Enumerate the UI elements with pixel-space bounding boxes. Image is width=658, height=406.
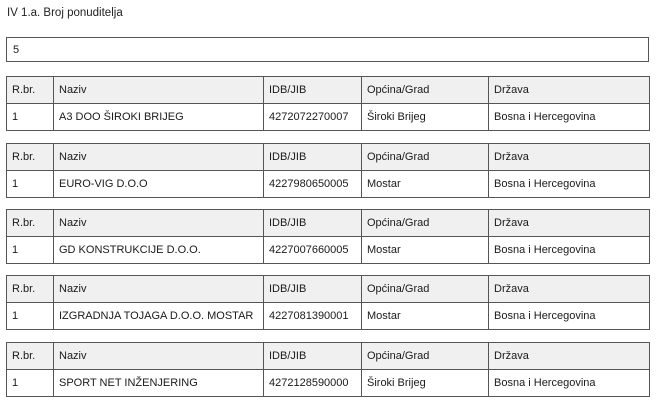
cell-naziv: EURO-VIG D.O.O [54,171,264,198]
bidder-count-value: 5 [13,44,20,56]
table-header-row [7,276,650,303]
bidder-table [6,342,650,397]
cell-opcina: Široki Brijeg [362,370,489,397]
cell-opcina: Mostar [362,171,489,198]
cell-idb: 4227007660005 [264,237,362,264]
cell-rbr: 1 [7,370,54,397]
header-naziv: Naziv [54,77,264,104]
cell-naziv: SPORT NET INŽENJERING [54,370,264,397]
cell-opcina: Mostar [362,303,489,330]
bidder-table [6,76,650,131]
header-naziv: Naziv [54,343,264,370]
section-title: IV 1.a. Broj ponuditelja [7,7,123,19]
header-rbr: R.br. [7,77,54,104]
table-row [7,237,650,264]
cell-drzava: Bosna i Hercegovina [489,104,650,131]
header-rbr: R.br. [7,144,54,171]
header-drzava: Država [489,77,650,104]
header-opcina: Općina/Grad [362,276,489,303]
header-idb: IDB/JIB [264,77,362,104]
header-opcina: Općina/Grad [362,77,489,104]
header-naziv: Naziv [54,210,264,237]
bidder-count-field [6,37,649,62]
header-idb: IDB/JIB [264,210,362,237]
table-header-row [7,210,650,237]
header-rbr: R.br. [7,210,54,237]
cell-drzava: Bosna i Hercegovina [489,370,650,397]
header-opcina: Općina/Grad [362,144,489,171]
table-header-row [7,144,650,171]
header-drzava: Država [489,276,650,303]
table-header-row [7,343,650,370]
table-header-row [7,77,650,104]
cell-idb: 4272072270007 [264,104,362,131]
header-naziv: Naziv [54,144,264,171]
table-row [7,303,650,330]
cell-naziv: A3 DOO ŠIROKI BRIJEG [54,104,264,131]
cell-opcina: Široki Brijeg [362,104,489,131]
cell-naziv: IZGRADNJA TOJAGA D.O.O. MOSTAR [54,303,264,330]
cell-rbr: 1 [7,237,54,264]
cell-drzava: Bosna i Hercegovina [489,237,650,264]
bidder-table [6,143,650,198]
header-rbr: R.br. [7,343,54,370]
bidder-table [6,275,650,330]
cell-rbr: 1 [7,104,54,131]
cell-rbr: 1 [7,171,54,198]
header-idb: IDB/JIB [264,144,362,171]
table-row [7,104,650,131]
header-naziv: Naziv [54,276,264,303]
cell-opcina: Mostar [362,237,489,264]
header-drzava: Država [489,144,650,171]
header-drzava: Država [489,343,650,370]
header-idb: IDB/JIB [264,343,362,370]
cell-naziv: GD KONSTRUKCIJE D.O.O. [54,237,264,264]
cell-idb: 4272128590000 [264,370,362,397]
cell-drzava: Bosna i Hercegovina [489,303,650,330]
cell-drzava: Bosna i Hercegovina [489,171,650,198]
table-row [7,370,650,397]
cell-idb: 4227980650005 [264,171,362,198]
header-idb: IDB/JIB [264,276,362,303]
bidder-table [6,209,650,264]
header-opcina: Općina/Grad [362,343,489,370]
table-row [7,171,650,198]
header-drzava: Država [489,210,650,237]
header-opcina: Općina/Grad [362,210,489,237]
cell-rbr: 1 [7,303,54,330]
cell-idb: 4227081390001 [264,303,362,330]
header-rbr: R.br. [7,276,54,303]
